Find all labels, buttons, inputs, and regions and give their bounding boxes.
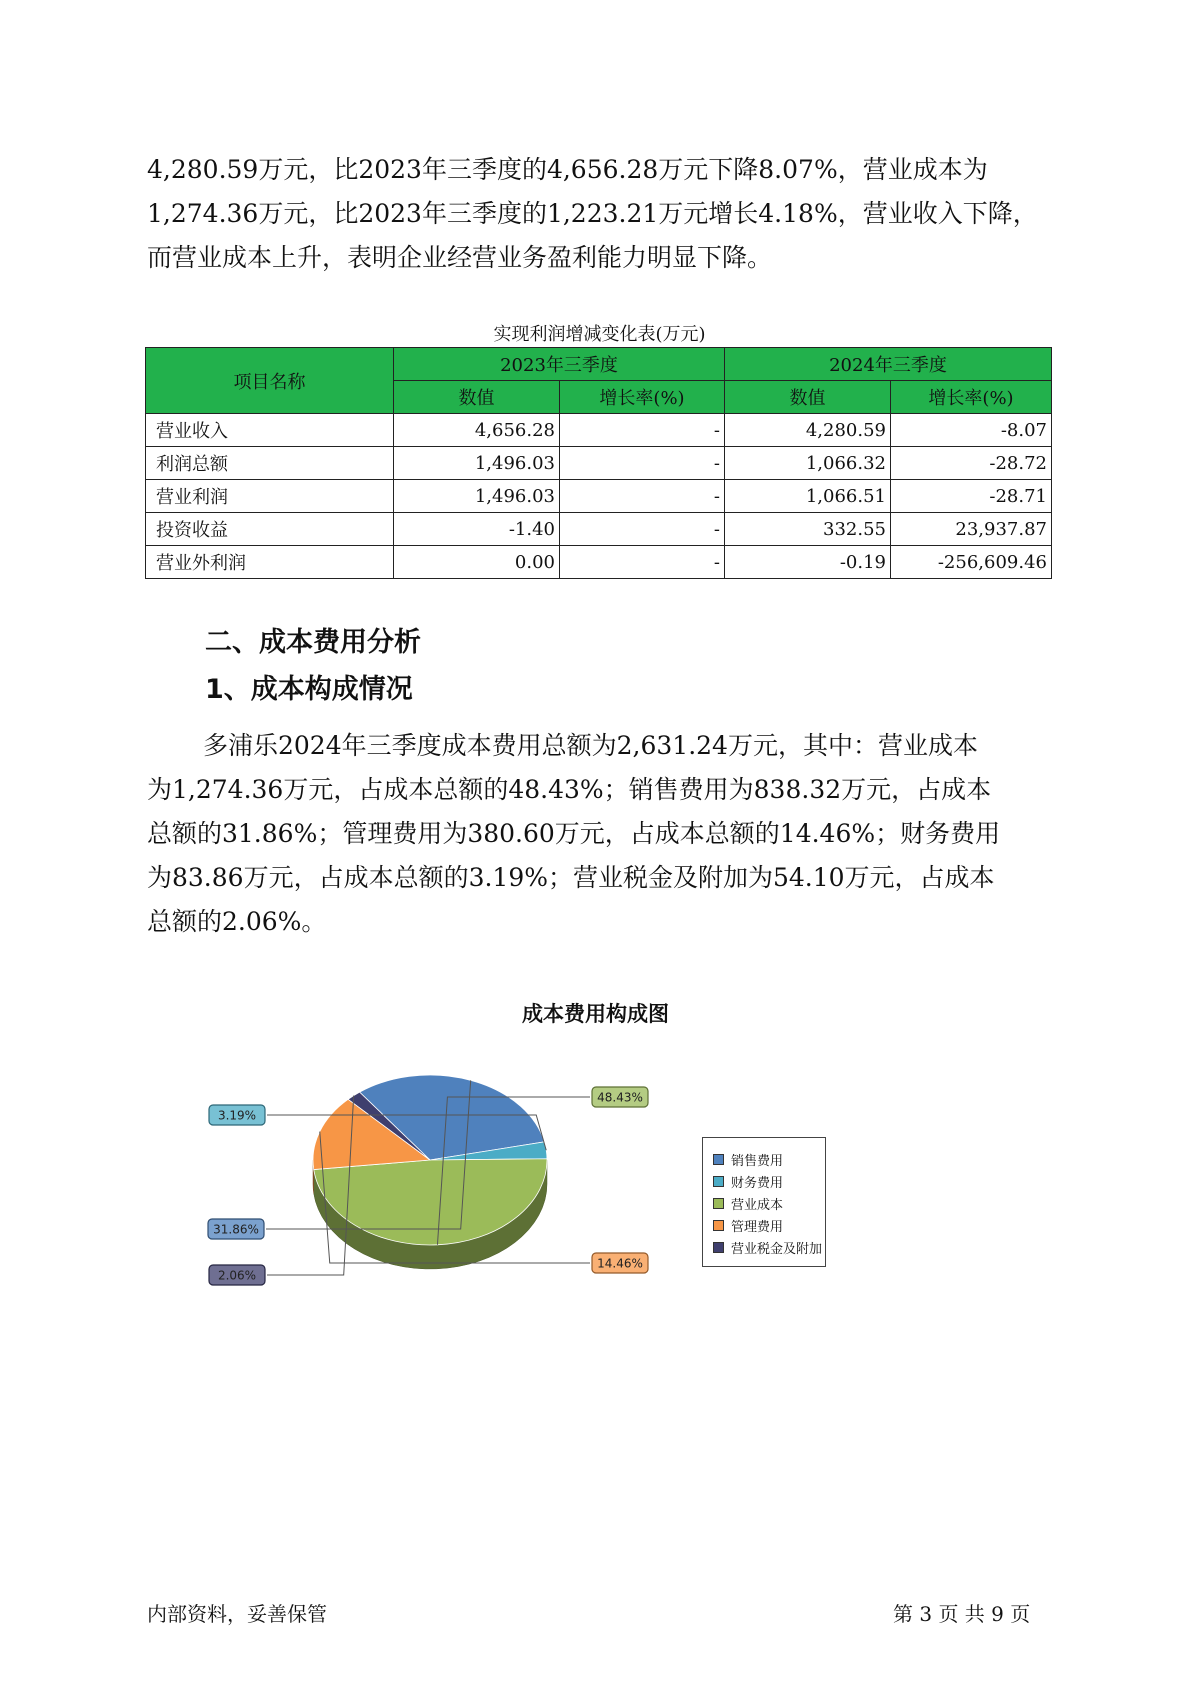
cell-value-2024: -0.19	[725, 546, 891, 579]
row-name: 利润总额	[146, 447, 394, 480]
legend-item	[713, 1236, 825, 1258]
data-label: 31.86%	[213, 1222, 259, 1237]
row-name: 营业收入	[146, 414, 394, 447]
legend-swatch	[713, 1154, 724, 1165]
header-growth-2023: 增长率(%)	[560, 381, 725, 414]
data-label: 14.46%	[597, 1256, 643, 1271]
cell-growth-2023: -	[560, 480, 725, 513]
cell-value-2024: 1,066.51	[725, 480, 891, 513]
cell-growth-2024: -8.07	[891, 414, 1052, 447]
header-item-name: 项目名称	[146, 348, 394, 414]
intro-line: 而营业成本上升，表明企业经营业务盈利能力明显下降。	[147, 243, 773, 272]
header-value-2023: 数值	[394, 381, 560, 414]
legend-swatch	[713, 1220, 724, 1231]
cell-growth-2024: -28.71	[891, 480, 1052, 513]
header-period-2024: 2024年三季度	[725, 348, 1052, 381]
legend-swatch	[713, 1242, 724, 1253]
cell-growth-2023: -	[560, 546, 725, 579]
legend-swatch	[713, 1198, 724, 1209]
row-name: 投资收益	[146, 513, 394, 546]
data-label: 48.43%	[597, 1090, 643, 1105]
cell-value-2023: 1,496.03	[394, 480, 560, 513]
data-label: 2.06%	[217, 1268, 257, 1283]
cost-line: 为83.86万元，占成本总额的3.19%；营业税金及附加为54.10万元，占成本	[147, 863, 995, 892]
intro-line: 4,280.59万元，比2023年三季度的4,656.28万元下降8.07%，营业成本为	[147, 155, 988, 184]
footer-right: 第 3 页 共 9 页	[893, 1602, 1031, 1626]
cell-growth-2024: -256,609.46	[891, 546, 1052, 579]
cost-line: 总额的2.06%。	[147, 907, 327, 936]
cell-value-2024: 332.55	[725, 513, 891, 546]
cell-value-2023: 0.00	[394, 546, 560, 579]
chart-legend	[702, 1137, 826, 1267]
row-name: 营业利润	[146, 480, 394, 513]
legend-item	[713, 1170, 825, 1192]
cell-growth-2023: -	[560, 513, 725, 546]
cell-growth-2023: -	[560, 447, 725, 480]
header-value-2024: 数值	[725, 381, 891, 414]
legend-label: 销售费用	[731, 1153, 784, 1169]
chart-title: 成本费用构成图	[522, 1002, 669, 1026]
table-caption: 实现利润增减变化表(万元)	[493, 324, 706, 345]
legend-label: 管理费用	[731, 1219, 784, 1235]
legend-item	[713, 1192, 825, 1214]
cost-line: 总额的31.86%；管理费用为380.60万元，占成本总额的14.46%；财务费用	[147, 819, 1001, 848]
section-heading: 二、成本费用分析	[205, 627, 421, 658]
legend-label: 营业税金及附加	[731, 1241, 823, 1257]
cell-value-2023: -1.40	[394, 513, 560, 546]
cell-value-2024: 1,066.32	[725, 447, 891, 480]
cost-line: 多浦乐2024年三季度成本费用总额为2,631.24万元，其中：营业成本	[203, 731, 978, 760]
cell-value-2024: 4,280.59	[725, 414, 891, 447]
legend-item	[713, 1214, 825, 1236]
cell-growth-2024: -28.72	[891, 447, 1052, 480]
cost-line: 为1,274.36万元，占成本总额的48.43%；销售费用为838.32万元，占成本	[147, 775, 992, 804]
legend-label: 营业成本	[731, 1197, 784, 1213]
section-subheading: 1、成本构成情况	[205, 674, 413, 705]
cell-growth-2024: 23,937.87	[891, 513, 1052, 546]
cell-value-2023: 4,656.28	[394, 414, 560, 447]
cell-value-2023: 1,496.03	[394, 447, 560, 480]
legend-swatch	[713, 1176, 724, 1187]
legend-item	[713, 1148, 825, 1170]
header-period-2023: 2023年三季度	[394, 348, 725, 381]
footer-left: 内部资料，妥善保管	[147, 1602, 327, 1626]
legend-label: 财务费用	[731, 1175, 784, 1191]
row-name: 营业外利润	[146, 546, 394, 579]
header-growth-2024: 增长率(%)	[891, 381, 1052, 414]
data-label: 3.19%	[217, 1108, 257, 1123]
intro-line: 1,274.36万元，比2023年三季度的1,223.21万元增长4.18%，营业收入下降，	[147, 199, 1038, 228]
cell-growth-2023: -	[560, 414, 725, 447]
